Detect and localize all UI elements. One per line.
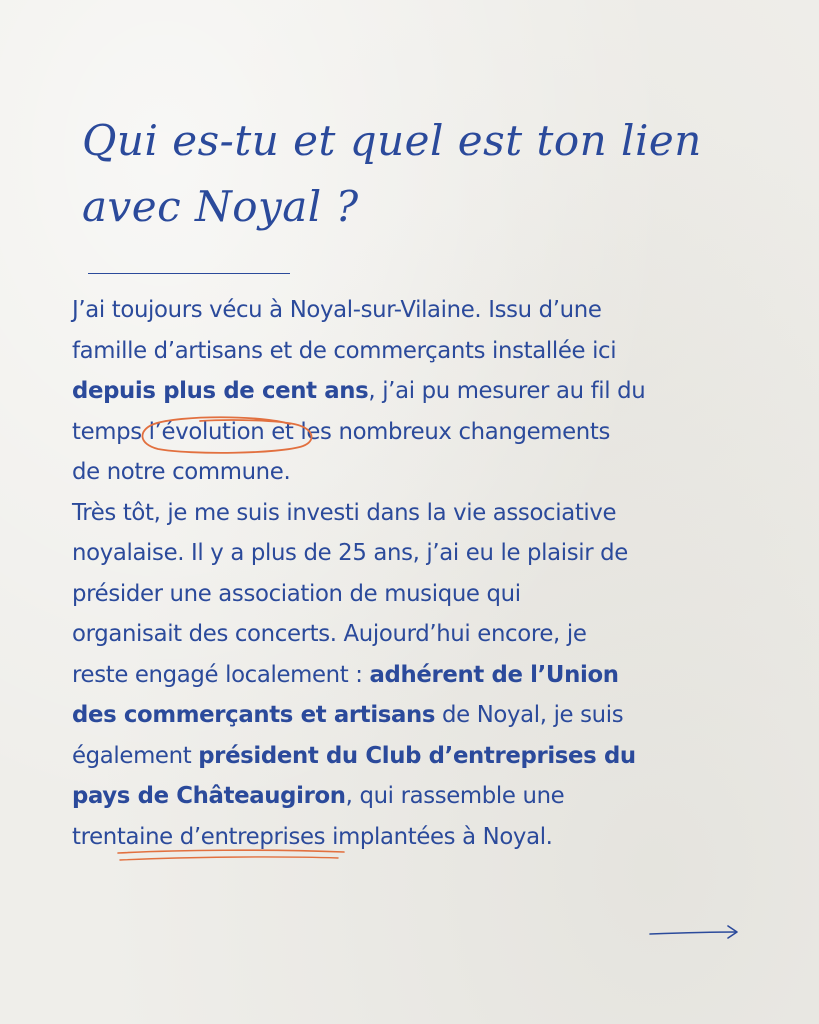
text-line: Très tôt, je me suis investi dans la vie associative bbox=[72, 499, 617, 526]
text-line: également président du Club d’entreprises du bbox=[72, 742, 636, 769]
page-title bbox=[82, 108, 702, 240]
title-line-1: Qui es-tu et quel est ton lien bbox=[82, 116, 702, 165]
text-line: des commerçants et artisans de Noyal, je suis bbox=[72, 702, 624, 728]
emphasis: président du Club d’entreprises du bbox=[198, 742, 636, 769]
text-line: depuis plus de cent ans, j’ai pu mesurer au fil du bbox=[72, 378, 646, 404]
emphasis: pays de Châteaugiron bbox=[72, 783, 346, 809]
emphasis: adhérent de l’Union bbox=[369, 661, 619, 688]
text-line: organisait des concerts. Aujourd’hui encore, je bbox=[72, 621, 587, 647]
text-line: trentaine d’entreprises implantées à Noyal. bbox=[72, 817, 762, 858]
emphasis: depuis plus de cent ans bbox=[72, 378, 369, 404]
text-line: temps l’évolution et les nombreux changements bbox=[72, 412, 762, 453]
hand-drawn-underline-icon bbox=[116, 849, 346, 863]
text-line: famille d’artisans et de commerçants installée ici bbox=[72, 337, 617, 364]
text-line: noyalaise. Il y a plus de 25 ans, j’ai eu le plaisir de bbox=[72, 540, 628, 566]
text-line: pays de Châteaugiron, qui rassemble une bbox=[72, 783, 565, 809]
emphasis: des commerçants et artisans bbox=[72, 702, 436, 728]
text-line: présider une association de musique qui bbox=[72, 580, 521, 607]
circled-word: l’évolution bbox=[149, 412, 265, 453]
arrow-right-icon[interactable] bbox=[648, 922, 740, 942]
body-text bbox=[72, 290, 762, 857]
title-divider bbox=[88, 273, 290, 274]
underlined-phrase: trentaine d’entreprises bbox=[72, 817, 325, 858]
text-line: J’ai toujours vécu à Noyal-sur-Vilaine. Issu d’une bbox=[72, 297, 602, 323]
text-line: de notre commune. bbox=[72, 459, 291, 485]
text-line: reste engagé localement : adhérent de l’Union bbox=[72, 661, 619, 688]
title-line-2: avec Noyal ? bbox=[82, 182, 359, 231]
